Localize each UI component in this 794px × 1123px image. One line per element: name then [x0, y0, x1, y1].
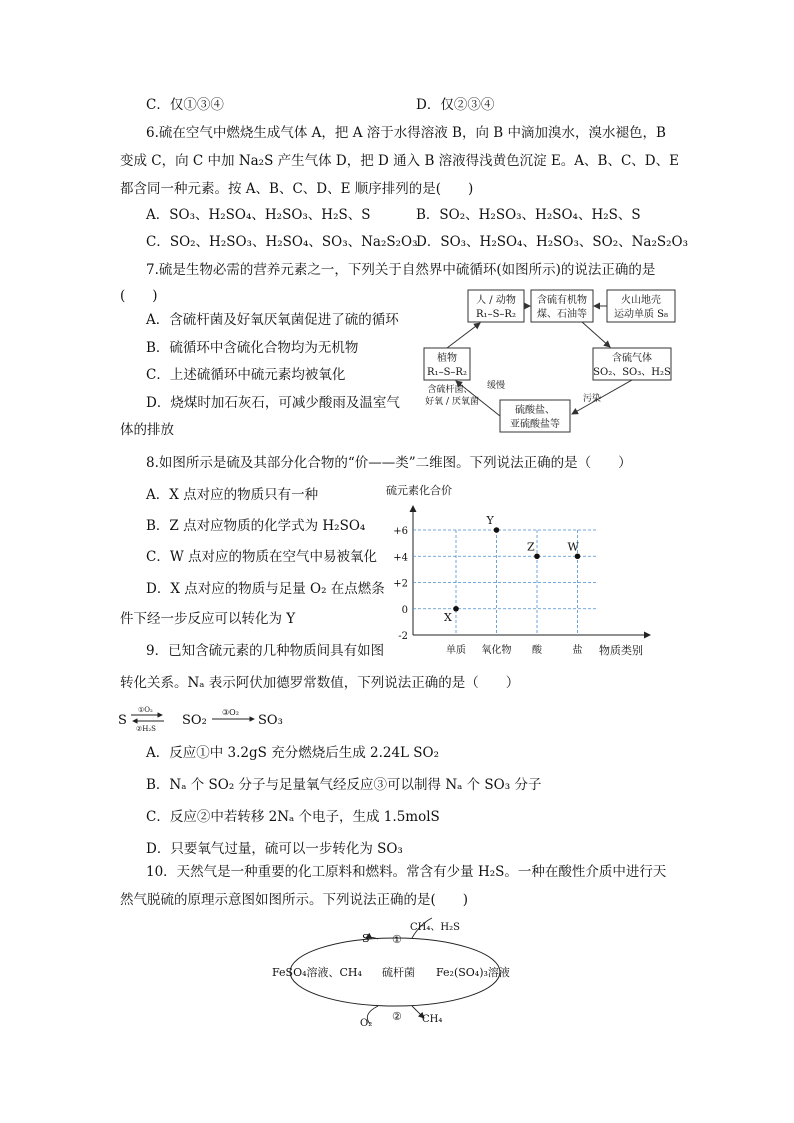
question-7-stem-line1: 7.硫是生物必需的营养元素之一，下列关于自然界中硫循环(如图所示)的说法正确的是	[146, 262, 656, 278]
right-label: Fe₂(SO₄)₃溶液	[436, 966, 510, 979]
question-9-stem-line1: 9．已知含硫元素的几种物质间具有如图	[146, 643, 385, 659]
option-8b: B．Z 点对应物质的化学式为 H₂SO₄	[146, 518, 366, 534]
slow-label: 缓慢	[486, 381, 506, 391]
bacteria-label-2: 好氧 / 厌氧菌	[425, 397, 479, 407]
y-tick-label: -2	[398, 631, 408, 642]
option-9b: B．Nₐ 个 SO₂ 分子与足量氧气经反应③可以制得 Nₐ 个 SO₃ 分子	[146, 777, 542, 793]
x-tick-label: 酸	[532, 645, 542, 656]
question-10-stem-line2: 然气脱硫的原理示意图如图所示。下列说法正确的是( )	[120, 892, 469, 908]
center-label: 硫杆菌	[382, 966, 415, 979]
data-point-y	[494, 527, 500, 533]
question-9-stem-line2: 转化关系。Nₐ 表示阿伏加德罗常数值，下列说法正确的是（ ）	[120, 675, 520, 691]
option-8d-line2: 件下经一步反应可以转化为 Y	[120, 611, 296, 627]
box-volcano-label-2: 运动单质 S₈	[613, 309, 669, 320]
option-6a: A．SO₃、H₂SO₄、H₂SO₃、H₂S、S	[146, 207, 371, 223]
option-7a: A．含硫杆菌及好氧厌氧菌促进了硫的循环	[146, 312, 399, 328]
box-volcano-label-1: 火山地壳	[621, 295, 661, 306]
box-organic-label-1: 含硫有机物	[537, 295, 587, 306]
data-label-z: Z	[527, 540, 535, 554]
box-plant-label-1: 植物	[437, 353, 457, 364]
x-tick-label: 氧化物	[481, 645, 512, 656]
box-salt-label-1: 硫酸盐、	[515, 405, 555, 416]
option-5d: D．仅②③④	[416, 97, 495, 113]
data-point-x	[453, 606, 459, 612]
input-ch4-h2s: CH₄、H₂S	[410, 922, 460, 933]
sulfur-cycle-diagram	[420, 284, 690, 436]
y-tick-label: 0	[401, 604, 408, 616]
option-9a: A．反应①中 3.2gS 充分燃烧后生成 2.24L SO₂	[146, 745, 440, 761]
left-label: FeSO₄溶液、CH₄	[272, 966, 362, 979]
question-6-stem-line3: 都含同一种元素。按 A、B、C、D、E 顺序排列的是( )	[120, 181, 474, 197]
product-s: S	[362, 932, 370, 945]
step-1-marker: ①	[392, 933, 402, 946]
bacteria-label-1: 含硫杆菌、	[427, 385, 473, 395]
data-label-y: Y	[486, 514, 494, 527]
valence-class-chart	[378, 482, 678, 660]
data-label-w: W	[567, 540, 579, 554]
input-o2: O₂	[360, 1018, 373, 1029]
question-6-stem-line2: 变成 C，向 C 中加 Na₂S 产生气体 D，把 D 通入 B 溶液得浅黄色沉淀 E。A、B、C、D、E	[120, 153, 679, 169]
option-7d-line2: 体的排放	[120, 422, 174, 438]
option-5c: C．仅①③④	[146, 97, 224, 113]
y-axis-label: 硫元素化合价	[386, 484, 452, 497]
output-ch4: CH₄	[422, 1014, 443, 1025]
scheme-r1: ①O₂	[138, 706, 153, 714]
desulfurization-diagram	[262, 914, 532, 1032]
option-7d-line1: D．烧煤时加石灰石，可减少酸雨及温室气	[146, 395, 400, 411]
box-gas-label-1: 含硫气体	[612, 353, 652, 364]
box-gas-label-2: SO₂、SO₃、H₂S	[593, 367, 671, 378]
scheme-r3: ③O₂	[222, 708, 239, 717]
y-tick-label: +6	[393, 526, 408, 537]
scheme-so2: SO₂	[182, 713, 207, 728]
option-9d: D．只要氧气过量，硫可以一步转化为 SO₃	[146, 841, 403, 857]
box-people-label-2: R₁–S–R₂	[476, 309, 516, 320]
option-6b: B．SO₂、H₂SO₃、H₂SO₄、H₂S、S	[416, 207, 641, 223]
scheme-so3: SO₃	[258, 713, 283, 728]
scheme-r2: ②H₂S	[136, 725, 156, 733]
option-7c: C．上述硫循环中硫元素均被氧化	[146, 367, 346, 383]
data-label-x: X	[444, 610, 452, 624]
pollution-label: 污染	[582, 394, 602, 404]
option-8c: C．W 点对应的物质在空气中易被氧化	[146, 549, 377, 565]
option-6d: D．SO₃、H₂SO₄、H₂SO₃、SO₂、Na₂S₂O₃	[416, 234, 689, 250]
data-point-z	[534, 553, 540, 559]
option-8a: A．X 点对应的物质只有一种	[146, 487, 319, 503]
question-7-stem-line2: ( )	[120, 288, 158, 304]
box-plant-label-2: R₁–S–R₂	[427, 367, 467, 378]
question-6-stem-line1: 6.硫在空气中燃烧生成气体 A，把 A 溶于水得溶液 B，向 B 中滴加溴水，溴水褪色，B	[146, 125, 666, 141]
scheme-s: S	[118, 713, 127, 728]
option-6c: C．SO₂、H₂SO₃、H₂SO₄、SO₃、Na₂S₂O₃	[146, 234, 418, 250]
box-salt-label-2: 亚硫酸盐等	[510, 419, 560, 430]
y-tick-label: +2	[393, 578, 408, 590]
y-tick-label: +4	[393, 552, 408, 564]
data-point-w	[575, 553, 581, 559]
x-tick-label: 单质	[446, 645, 466, 656]
x-axis-label: 物质类别	[599, 644, 643, 657]
option-8d-line1: D．X 点对应的物质与足量 O₂ 在点燃条	[146, 581, 385, 597]
question-8-stem: 8.如图所示是硫及其部分化合物的“价——类”二维图。下列说法正确的是（ ）	[146, 455, 632, 471]
question-10-stem-line1: 10．天然气是一种重要的化工原料和燃料。常含有少量 H₂S。一种在酸性介质中进行天	[146, 864, 667, 880]
step-2-marker: ②	[392, 1010, 402, 1023]
x-tick-label: 盐	[572, 645, 583, 656]
option-9c: C．反应②中若转移 2Nₐ 个电子，生成 1.5molS	[146, 809, 440, 825]
option-7b: B．硫循环中含硫化合物均为无机物	[146, 340, 359, 356]
q9-reaction-scheme	[116, 702, 316, 736]
box-organic-label-2: 煤、石油等	[537, 309, 587, 320]
box-people-label-1: 人 / 动物	[476, 295, 516, 306]
